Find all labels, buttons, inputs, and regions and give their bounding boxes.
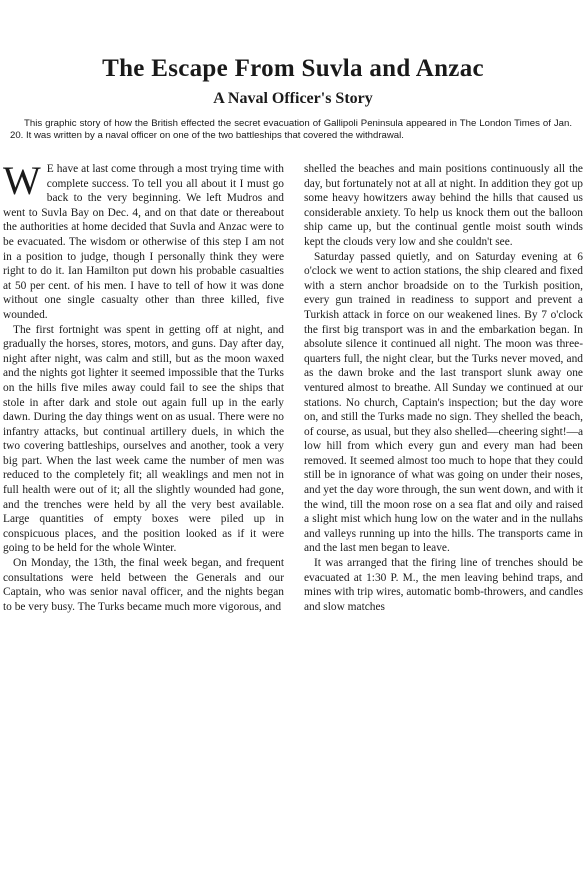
paragraph: It was arranged that the firing line of trenches should be evacuated at 1:30 P. M., the men leaving behind traps, and mines with trip wires, automatic bomb-throwers, and candles and slow matches <box>304 557 583 613</box>
article-subtitle: A Naval Officer's Story <box>213 90 373 107</box>
paragraph: shelled the beaches and main positions continuously all the day, but fortunately not at all at night. In addition they got up some heavy howitzers away behind the hills that caused us considerable anxiety. To help us knock them out the balloon ship came up, but the continual gentle moist south winds kept the clouds very low and she couldn't see. <box>304 163 583 248</box>
paragraph <box>3 158 284 323</box>
article-title: The Escape From Suvla and Anzac <box>102 55 484 82</box>
right-column <box>304 162 583 614</box>
paragraph: Saturday passed quietly, and on Saturday evening at 6 o'clock we went to action stations, the ship cleared and fixed with a stern anchor broadside on to the Turkish position, every gun trained in readiness to support and prevent a Turkish attack in force on our weakened lines. By 7 o'clock the first big transport was in and the embarkation began. In absolute silence it continued all night. The moon was three-quarters full, the night clear, but the Turks never moved, and as the dawn broke and the last transport slunk away one ventured almost to breathe. All Sunday we continued at our stations. No church, Captain's inspection; but the day wore on, and still the Turks made no sign. They shelled the beach, of course, as usual, but they also shelled—cheering sight!—a low hill from which every gun and every man had been removed. It seemed almost too much to hope that they could still be in ignorance of what was going on under their noses, and yet the day wore through, the sun went down, and with it the wind, till the moon rose on a sea flat and oily and raised a slight mist which hung low on the water and in the nullahs and valleys running up into the hills. The transports came in and the last men began to leave. <box>304 250 584 555</box>
article-intro <box>10 118 572 141</box>
paragraph: The first fortnight was spent in getting off at night, and gradually the horses, stores, motors, and guns. Day after day, night after night, was calm and still, but as the moon waxed and the nights got lighter it seemed impossible that the Turks on the hills five miles away could fail to see the ships that stole in after dark and stole out again full up in the early dawn. During the day things went on as usual. There were no infantry attacks, but continual artillery duels, in which the two covering battleships, ourselves and another, took a very big part. When the last week came the number of men was reduced to the completely fit; all weaklings and men not in full health were out of it; all the slightly wounded had gone, and the trenches were held by all the very best available. Large quantities of empty boxes were piled up in conspicuous places, and the position looked as if it were going to be held for the whole Winter. <box>3 323 284 555</box>
paragraph: On Monday, the 13th, the final week began, and frequent consultations were held between the Generals and our Captain, who was senior naval officer, and the nights began to be very busy. The Turks became much more vigorous, and <box>3 557 284 613</box>
drop-cap: W <box>3 158 41 203</box>
paragraph-text: E have at last come through a most trying time with complete success. To tell you all about it I must go back to the very beginning. We left Mudros and went to Suvla Bay on Dec. 4, and on that date or thereabout the authorities at home decided that Suvla and Anzac were to be evacuated. The wisdom or otherwise of this step I am not in a position to judge, though I personally think they were right to do it. Ian Hamilton put down his probable casualties at 50 per cent. of his men. I have to tell of how it was done without one single casualty other than three killed, five wounded. <box>3 163 284 321</box>
left-column <box>3 158 284 614</box>
intro-text: This graphic story of how the British effected the secret evacuation of Gallipoli Peninsula appeared in The London Times of Jan. 20. It was written by a naval officer on one of the two battleships that covered the withdrawal. <box>10 118 572 141</box>
